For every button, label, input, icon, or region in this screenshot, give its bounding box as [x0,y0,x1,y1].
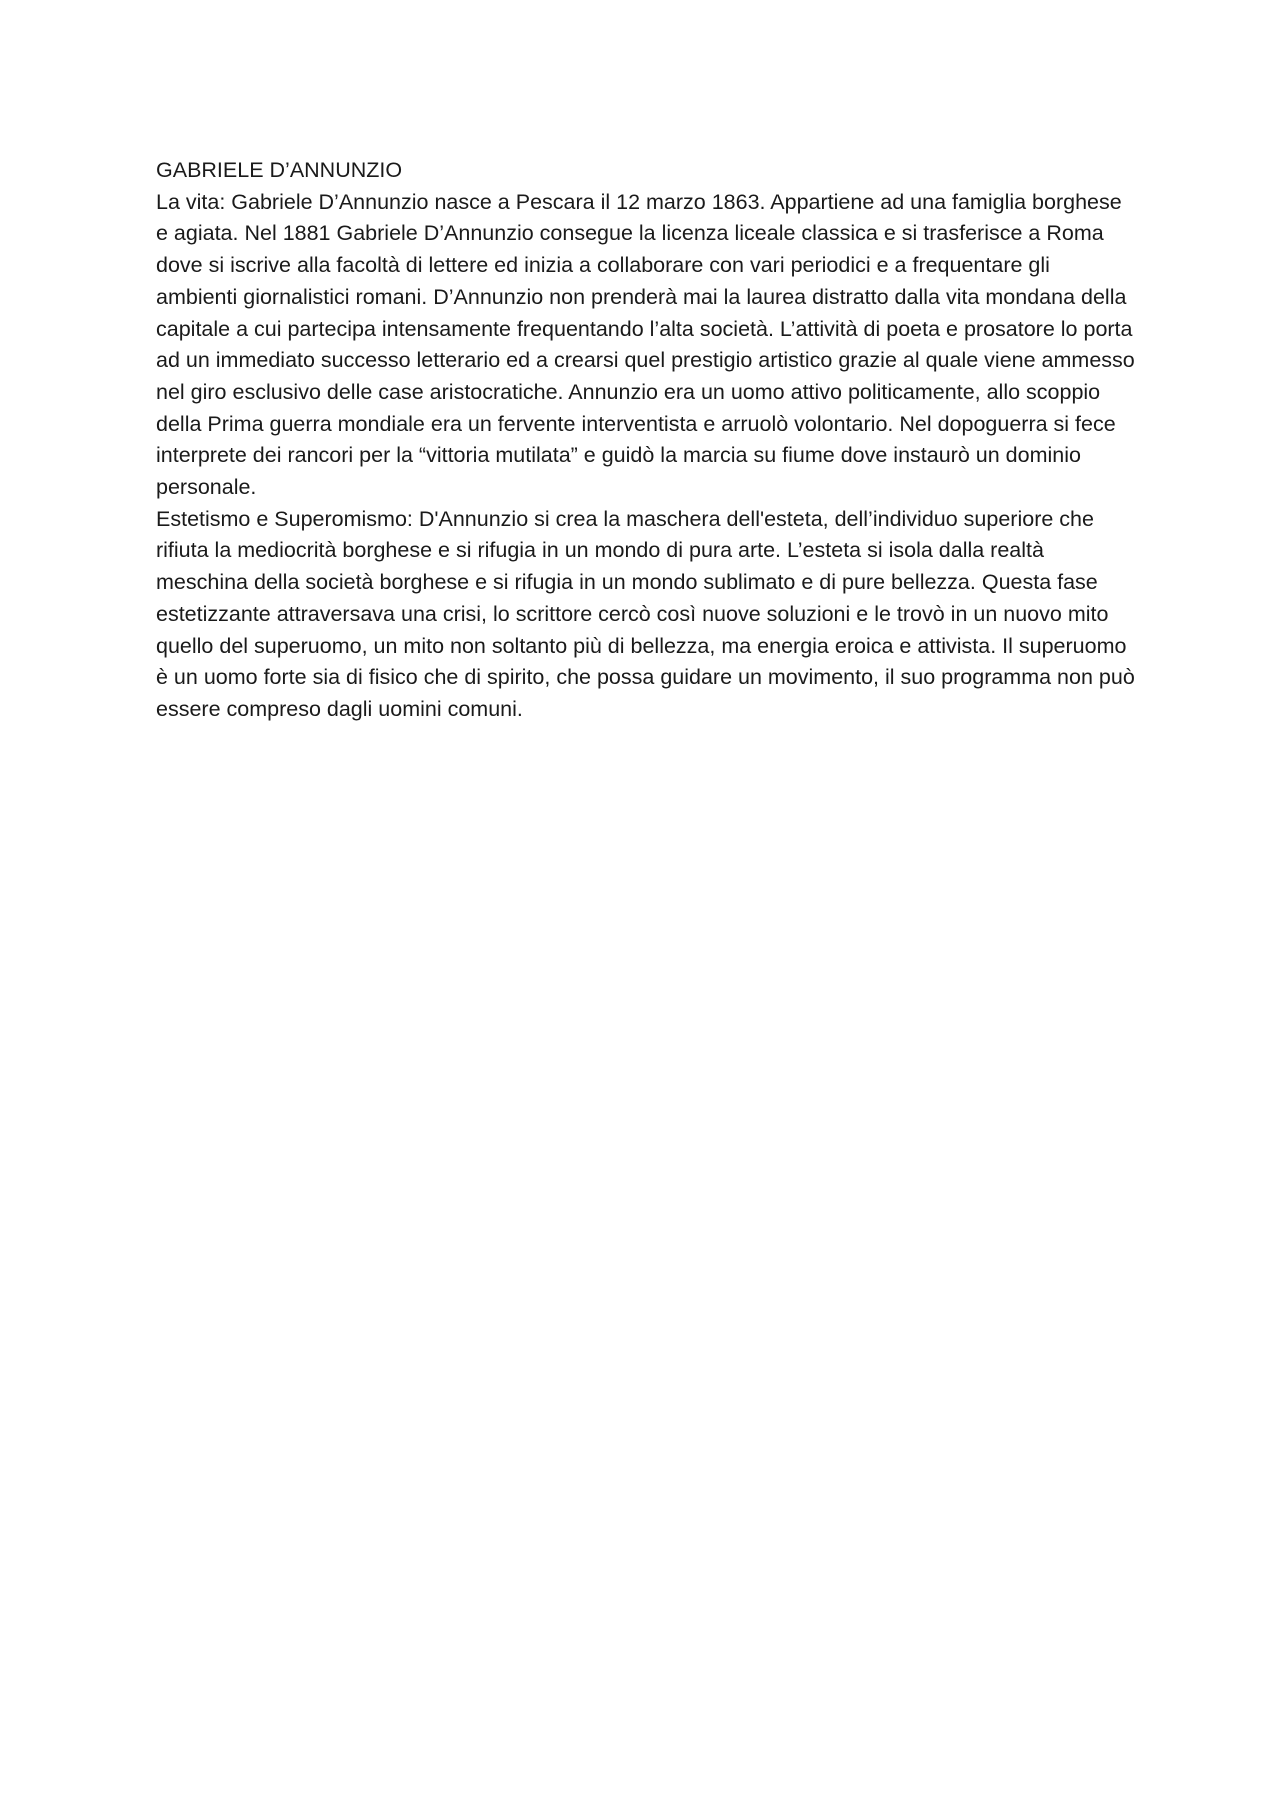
paragraph-la-vita: La vita: Gabriele D’Annunzio nasce a Pescara il 12 marzo 1863. Appartiene ad una famiglia borghese e agiata. Nel 1881 Gabriele D’Annunzio consegue la licenza liceale classica e si trasferisce a Roma dove si iscrive alla facoltà di lettere ed inizia a collaborare con vari periodici e a frequentare gli ambienti giornalistici romani. D’Annunzio non prenderà mai la laurea distratto dalla vita mondana della capitale a cui partecipa intensamente frequentando l’alta società. L’attività di poeta e prosatore lo porta ad un immediato successo letterario ed a crearsi quel prestigio artistico grazie al quale viene ammesso nel giro esclusivo delle case aristocratiche. Annunzio era un uomo attivo politicamente, allo scoppio della Prima guerra mondiale era un fervente interventista e arruolò volontario. Nel dopoguerra si fece interprete dei rancori per la “vittoria mutilata” e guidò la marcia su fiume dove instaurò un dominio personale. [156,189,1135,500]
paragraph-estetismo: Estetismo e Superomismo: D'Annunzio si crea la maschera dell'esteta, dell’individuo superiore che rifiuta la mediocrità borghese e si rifugia in un mondo di pura arte. L’esteta si isola dalla realtà meschina della società borghese e si rifugia in un mondo sublimato e di pure bellezza. Questa fase estetizzante attraversava una crisi, lo scrittore cercò così nuove soluzioni e le trovò in un nuovo mito quello del superuomo, un mito non soltanto più di bellezza, ma energia eroica e attivista. Il superuomo è un uomo forte sia di fisico che di spirito, che possa guidare un movimento, il suo programma non può essere compreso dagli uomini comuni. [156,506,1135,721]
document-title: GABRIELE D’ANNUNZIO [156,158,403,182]
document-body [156,155,1136,726]
